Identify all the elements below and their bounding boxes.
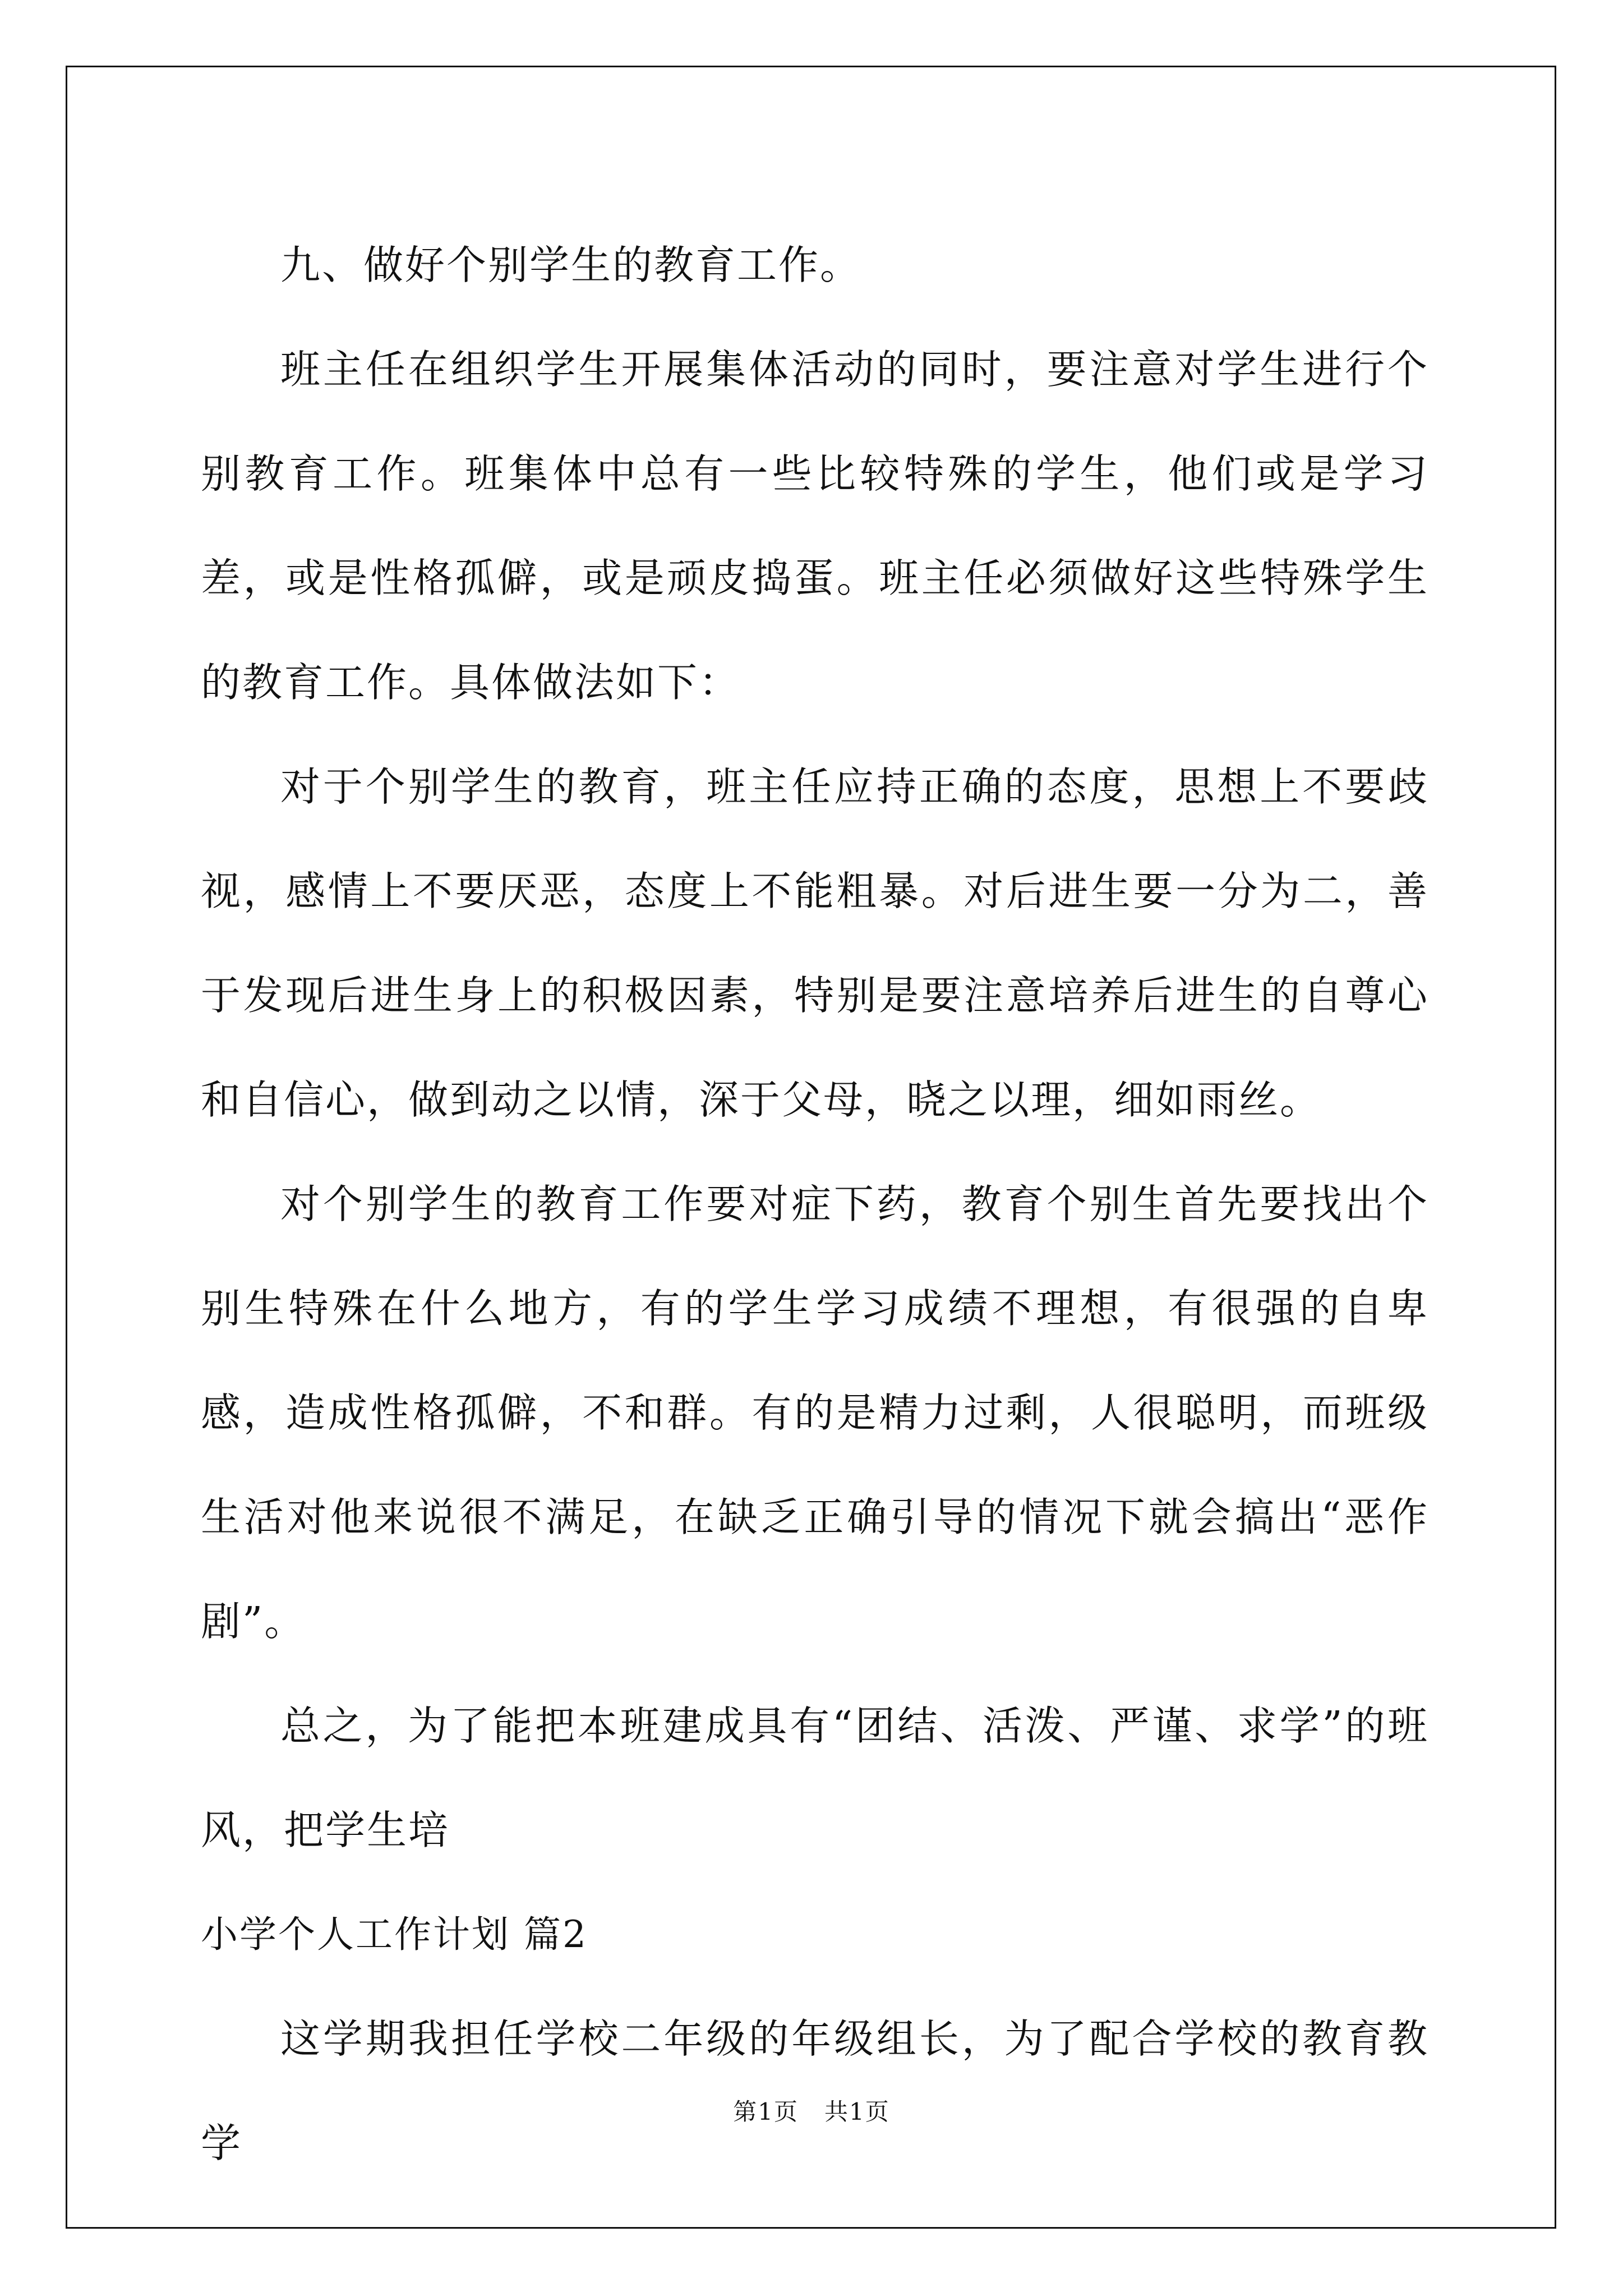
paragraph-6: 这学期我担任学校二年级的年级组长，为了配合学校的教育教学 (201, 2016, 1429, 2166)
paragraph-3: 对于个别学生的教育，班主任应持正确的态度，思想上不要歧视，感情上不要厌恶，态度上不能粗暴。对后进生要一分为二，善于发现后进生身上的积极因素，特别是要注意培养后进生的自尊心和自信心，做到动之以情，深于父母，晓之以理，细如雨丝。 (201, 763, 1429, 1123)
paragraph-5: 总之，为了能把本班建成具有“团结、活泼、严谨、求学”的班风，把学生培 (201, 1703, 1429, 1853)
paragraph-4: 对个别学生的教育工作要对症下药，教育个别生首先要找出个别生特殊在什么地方，有的学生学习成绩不理想，有很强的自卑感，造成性格孤僻，不和群。有的是精力过剩，人很聪明，而班级生活对他来说很不满足，在缺乏正确引导的情况下就会搞出“恶作剧”。 (201, 1181, 1429, 1645)
paragraph-1: 九、做好个别学生的教育工作。 (280, 242, 862, 288)
section-heading: 小学个人工作计划 篇2 (201, 1913, 588, 1956)
page-number: 第1页 (733, 2098, 799, 2125)
paragraph-2: 班主任在组织学生开展集体活动的同时，要注意对学生进行个别教育工作。班集体中总有一些比较特殊的学生，他们或是学习差，或是性格孤僻，或是顽皮捣蛋。班主任必须做好这些特殊学生的教育工作。具体做法如下： (201, 346, 1429, 706)
page-footer (0, 2095, 1623, 2129)
page-total: 共1页 (824, 2098, 890, 2125)
document-body (201, 213, 1429, 2196)
